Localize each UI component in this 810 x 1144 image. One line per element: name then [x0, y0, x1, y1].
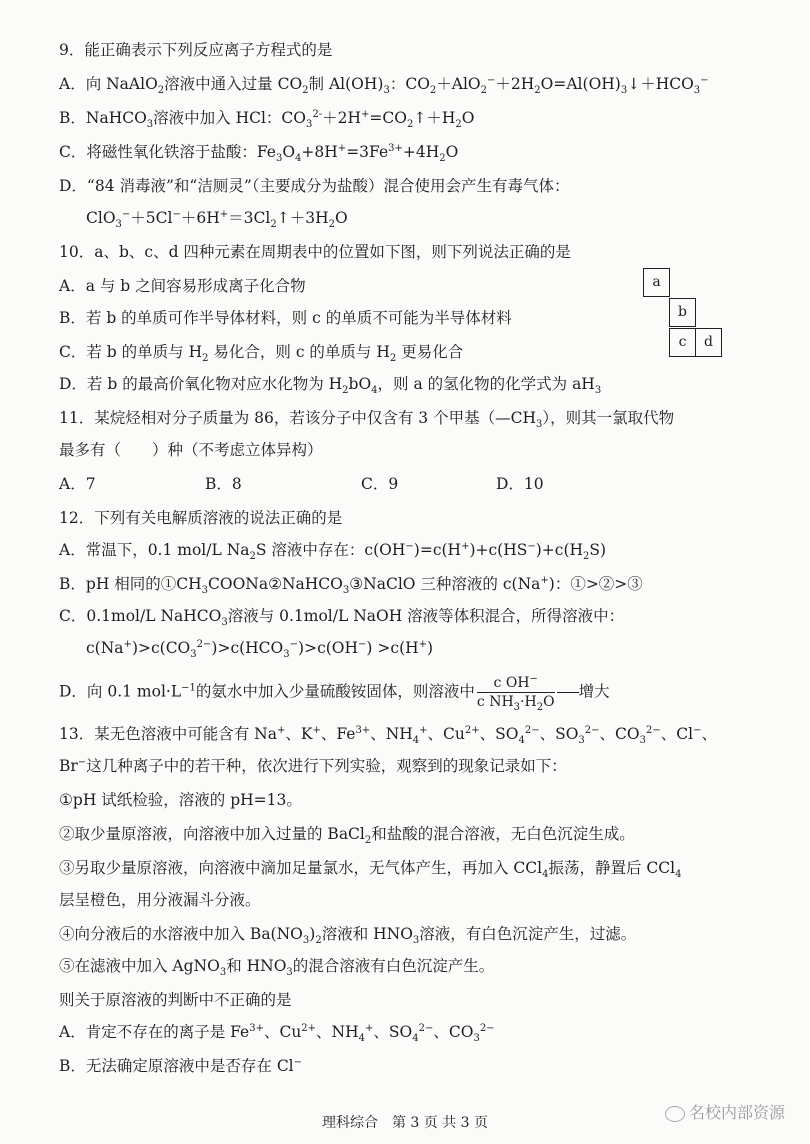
q12-option-a: A．常温下，0.1 mol/L $Na_2S$ 溶液中存在：$c(OH^-)=c(H^+)+c(HS^-)+c(H_2S)$ — [59, 540, 607, 563]
q13-stem-line2: Br−这几种离子中的若干种，依次进行下列实验，观察到的现象记录如下： — [59, 756, 567, 775]
watermark: 名校内部资源 — [665, 1100, 785, 1123]
wechat-icon — [665, 1106, 685, 1122]
q12-stem: 12．下列有关电解质溶液的说法正确的是 — [59, 509, 343, 527]
q10-option-d: D．若 b 的最高价氧化物对应水化物为 $H_2bO_4$，则 a 的氢化物的化学式为 $aH_3$ — [59, 375, 602, 397]
q9-option-a: A．向 NaAlO$_2$溶液中通入过量 $CO_2$制 $Al(OH)_3$：$CO_2+AlO_2^-+2H_2O=Al(OH)_3↓+HCO_3^-$ — [59, 74, 709, 97]
q11-stem-line2: 最多有（ ）种（不考虑立体异构） — [59, 441, 323, 459]
q9-option-d-equation: $ClO_3^-+5Cl^-+6H^+=3Cl_2↑+3H_2O$ — [86, 208, 348, 231]
grid-cell-d: d — [695, 328, 722, 357]
q12-option-c-inequality: $c(Na^+)>c(CO_3^{2-})>c(HCO_3^-)>c(OH^-) >c(H^+)$ — [86, 638, 434, 661]
q12-option-d: D．向 0.1 $mol\cdot L^{-1}$的氨水中加入少量硫酸铵固体，则溶液中 $\frac{c OH^-}{c NH_3\cdot H_2O}$ 增大 — [59, 673, 610, 713]
grid-cell-a: a — [643, 268, 670, 297]
q13-step-5: ⑤在滤液中加入 AgNO$_3$和 $HNO_3$的混合溶液有白色沉淀产生。 — [59, 957, 495, 979]
q9-stem: 9．能正确表示下列反应离子方程式的是 — [59, 41, 333, 59]
q13-option-a: A．肯定不存在的离子是 $Fe^{3+}$、$Cu^{2+}$、$NH_4^+$、$SO_4^{2-}$、$CO_3^{2-}$ — [59, 1022, 495, 1045]
q11-option-d: D．10 — [496, 475, 544, 493]
q13-step-1: ①pH 试纸检验，溶液的 pH=13。 — [59, 791, 302, 809]
q13-ask: 则关于原溶液的判断中不正确的是 — [59, 991, 292, 1009]
grid-cell-b: b — [669, 298, 696, 327]
q13-step-2: ②取少量原溶液，向溶液中加入过量的 BaCl$_2$和盐酸的混合溶液，无白色沉淀生成。 — [59, 825, 635, 847]
q11-option-a: A．7 — [59, 475, 96, 493]
q13-step-4: ④向分液后的水溶液中加入 $Ba(NO_3)_2$溶液和 $HNO_3$溶液，有白色沉淀产生，过滤。 — [59, 925, 637, 947]
q13-stem-line1: 13．某无色溶液中可能含有 Na+、K+、$Fe^{3+}$、$NH_4^+$、$Cu^{2+}$、$SO_4^{2-}$、$SO_3^{2-}$、$CO_3^{2-}$、Cl−、 — [59, 724, 717, 747]
q12-option-c: C．0.1mol/L NaHCO$_3$溶液与 0.1mol/L NaOH 溶液等体积混合，所得溶液中： — [59, 607, 625, 629]
grid-cell-c: c — [669, 328, 696, 357]
ratio-fraction: $\frac{c OH^-}{c NH_3\cdot H_2O}$ — [476, 673, 555, 713]
q10-option-b: B．若 b 的单质可作半导体材料，则 c 的单质不可能为半导体材料 — [59, 309, 512, 327]
q12-option-b: B．pH 相同的$①CH_3COONa②NaHCO_3③NaClO$ 三种溶液的 c(Na+)：①>②>③ — [59, 574, 643, 597]
q9-option-b: B．NaHCO$_3$溶液中加入 HCl：$CO_3^{2-}+2H^+=CO_2↑+H_2O$ — [59, 108, 475, 131]
q10-stem: 10．a、b、c、d 四种元素在周期表中的位置如下图，则下列说法正确的是 — [59, 243, 571, 261]
periodic-position-grid — [643, 268, 755, 363]
q10-option-a: A．a 与 b 之间容易形成离子化合物 — [59, 277, 306, 295]
q13-step-3: ③另取少量原溶液，向溶液中滴加足量氯水，无气体产生，再加入 CCl$_4$振荡，静置后 CCl$_4$ — [59, 859, 682, 881]
q9-option-d: D．“84 消毒液”和“洁厕灵”（主要成分为盐酸）混合使用会产生有毒气体： — [59, 177, 570, 195]
page-footer: 理科综合 第 3 页 共 3 页 — [321, 1115, 489, 1131]
q9-option-c: C．将磁性氧化铁溶于盐酸：$Fe_3O_4+8H^+=3Fe^{3+}+4H_2O$ — [59, 142, 459, 165]
q11-option-b: B．8 — [205, 475, 242, 493]
q11-stem-line1: 11．某烷烃相对分子质量为 86，若该分子中仅含有 3 个甲基$(—CH_3)$，则其一氯取代物 — [59, 409, 675, 431]
q11-option-c: C．9 — [361, 475, 399, 493]
q13-step-3-cont: 层呈橙色，用分液漏斗分液。 — [59, 891, 261, 909]
q10-option-c: C．若 b 的单质与 $H_2$ 易化合，则 c 的单质与 $H_2$ 更易化合 — [59, 343, 464, 365]
q13-option-b: B．无法确定原溶液中是否存在 Cl− — [59, 1056, 303, 1075]
